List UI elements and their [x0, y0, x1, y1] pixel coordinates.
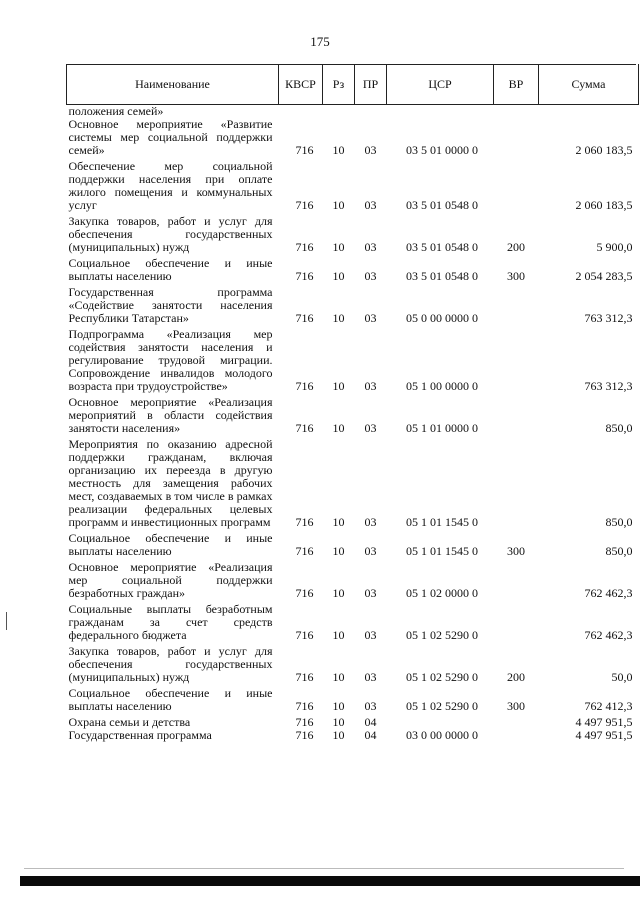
cell-sum: 2 060 183,5 — [575, 198, 633, 212]
budget-table — [66, 64, 639, 742]
cell-rz: 10 — [332, 379, 345, 393]
cell-kvsr: 716 — [295, 379, 314, 393]
cell-vr: 300 — [507, 269, 525, 283]
cell-sum: 850,0 — [605, 515, 633, 529]
cell-pr: 04 — [364, 715, 377, 729]
cell-sum: 762 462,3 — [584, 628, 633, 642]
cell-csr — [387, 105, 494, 119]
header-vr: ВР — [494, 64, 539, 105]
table-row — [67, 729, 639, 742]
cell-csr: 03 0 00 0000 0 — [406, 728, 478, 742]
table-row — [67, 215, 639, 257]
cell-vr: 200 — [507, 240, 525, 254]
cell-name: Закупка товаров, работ и услуг для обеспечения государственных (муниципальных) нужд — [68, 214, 273, 254]
cell-vr: 300 — [507, 699, 525, 713]
cell-name: Подпрограмма «Реализация мер содействия занятости населения и регулирование трудовой миграции. Сопровождение инвалидов молодого возраста при трудоустройстве» — [68, 327, 273, 393]
cell-name: Охрана семьи и детства — [68, 715, 191, 729]
header-sum: Сумма — [539, 64, 639, 105]
cell-kvsr: 716 — [295, 699, 314, 713]
table-row — [67, 160, 639, 215]
cell-rz: 10 — [332, 670, 345, 684]
cell-kvsr: 716 — [295, 198, 314, 212]
cell-rz: 10 — [332, 143, 345, 157]
cell-sum: 4 497 951,5 — [575, 728, 633, 742]
cell-sum: 762 412,3 — [584, 699, 633, 713]
cell-pr: 03 — [364, 379, 377, 393]
table-row — [67, 603, 639, 645]
cell-kvsr: 716 — [295, 143, 314, 157]
cell-csr: 03 5 01 0000 0 — [406, 143, 478, 157]
cell-sum: 2 054 283,5 — [575, 269, 633, 283]
cell-rz: 10 — [332, 728, 345, 742]
cell-vr: 300 — [507, 544, 525, 558]
cell-rz: 10 — [332, 515, 345, 529]
cell-vr — [494, 396, 539, 438]
cell-rz: 10 — [332, 269, 345, 283]
cell-csr: 05 1 02 5290 0 — [406, 699, 478, 713]
cell-name: Государственная программа «Содействие занятости населения Республики Татарстан» — [68, 285, 273, 325]
cell-name: Основное мероприятие «Реализация мероприятий в области содействия занятости населения» — [68, 395, 273, 435]
cell-vr — [494, 105, 539, 119]
cell-sum: 763 312,3 — [584, 311, 633, 325]
cell-pr: 03 — [364, 240, 377, 254]
cell-name: Социальное обеспечение и иные выплаты населению — [68, 686, 273, 713]
cell-vr: 200 — [507, 670, 525, 684]
cell-csr: 05 1 02 0000 0 — [406, 586, 478, 600]
cell-sum: 5 900,0 — [596, 240, 633, 254]
header-rz: Рз — [323, 64, 355, 105]
header-row — [67, 64, 639, 105]
table-row — [67, 645, 639, 687]
cell-vr — [494, 328, 539, 396]
table-row — [67, 257, 639, 286]
cell-rz: 10 — [332, 715, 345, 729]
cell-sum: 2 060 183,5 — [575, 143, 633, 157]
table-body — [67, 105, 639, 743]
cell-csr: 05 1 02 5290 0 — [406, 670, 478, 684]
table-row — [67, 532, 639, 561]
cell-pr: 03 — [364, 311, 377, 325]
header-pr: ПР — [355, 64, 387, 105]
cell-pr: 03 — [364, 198, 377, 212]
cell-vr — [494, 286, 539, 328]
scan-artifact-line — [24, 868, 624, 869]
cell-vr — [494, 603, 539, 645]
cell-sum: 50,0 — [611, 670, 633, 684]
cell-name: Государственная программа — [68, 728, 212, 742]
cell-csr: 05 0 00 0000 0 — [406, 311, 478, 325]
cell-name: Социальное обеспечение и иные выплаты населению — [68, 531, 273, 558]
scan-artifact-band — [20, 876, 640, 886]
cell-csr: 03 5 01 0548 0 — [406, 240, 478, 254]
cell-rz: 10 — [332, 240, 345, 254]
cell-csr: 05 1 01 0000 0 — [406, 421, 478, 435]
page-number: 175 — [310, 34, 330, 49]
cell-vr — [494, 561, 539, 603]
cell-pr — [355, 105, 387, 119]
header-csr: ЦСР — [387, 64, 494, 105]
cell-csr: 03 5 01 0548 0 — [406, 198, 478, 212]
cell-pr: 03 — [364, 544, 377, 558]
cell-kvsr: 716 — [295, 715, 314, 729]
cell-rz: 10 — [332, 311, 345, 325]
cell-vr — [494, 716, 539, 729]
cell-pr: 03 — [364, 515, 377, 529]
cell-kvsr: 716 — [295, 670, 314, 684]
cell-pr: 03 — [364, 670, 377, 684]
cell-kvsr: 716 — [295, 311, 314, 325]
cell-name: Обеспечение мер социальной поддержки населения при оплате жилого помещения и коммунальных услуг — [68, 159, 273, 212]
cell-rz: 10 — [332, 699, 345, 713]
cell-kvsr: 716 — [295, 269, 314, 283]
cell-kvsr: 716 — [295, 421, 314, 435]
cell-name: Основное мероприятие «Развитие системы мер социальной поддержки семей» — [68, 117, 273, 157]
cell-kvsr: 716 — [295, 728, 314, 742]
table-row — [67, 328, 639, 396]
cell-kvsr: 716 — [295, 515, 314, 529]
cell-sum — [539, 105, 639, 119]
cell-sum: 850,0 — [605, 421, 633, 435]
table-row — [67, 286, 639, 328]
cell-rz: 10 — [332, 586, 345, 600]
cell-rz: 10 — [332, 421, 345, 435]
cell-kvsr — [279, 105, 323, 119]
table-row — [67, 105, 639, 119]
table-row — [67, 561, 639, 603]
cell-sum: 850,0 — [605, 544, 633, 558]
cell-sum: 4 497 951,5 — [575, 715, 633, 729]
cell-kvsr: 716 — [295, 240, 314, 254]
cell-kvsr: 716 — [295, 628, 314, 642]
header-name: Наименование — [67, 64, 279, 105]
cell-kvsr: 716 — [295, 586, 314, 600]
cell-pr: 03 — [364, 586, 377, 600]
table-row — [67, 687, 639, 716]
table-row — [67, 118, 639, 160]
cell-name: Социальные выплаты безработным гражданам за счет средств федерального бюджета — [68, 602, 273, 642]
cell-sum: 763 312,3 — [584, 379, 633, 393]
cell-csr: 03 5 01 0548 0 — [406, 269, 478, 283]
cell-rz: 10 — [332, 628, 345, 642]
cell-vr — [494, 160, 539, 215]
cell-name: Социальное обеспечение и иные выплаты населению — [68, 256, 273, 283]
table-header — [67, 64, 639, 105]
cell-name: Основное мероприятие «Реализация мер социальной поддержки безработных граждан» — [68, 560, 273, 600]
cell-csr: 05 1 00 0000 0 — [406, 379, 478, 393]
cell-pr: 03 — [364, 143, 377, 157]
cell-csr: 05 1 01 1545 0 — [406, 515, 478, 529]
cell-vr — [494, 438, 539, 532]
table-row — [67, 438, 639, 532]
cell-pr: 03 — [364, 269, 377, 283]
cell-csr: 05 1 02 5290 0 — [406, 628, 478, 642]
cell-rz — [323, 105, 355, 119]
cell-pr: 04 — [364, 728, 377, 742]
cell-name: Мероприятия по оказанию адресной поддержки гражданам, включая организацию их переезда в другую местность для замещения рабочих мест, создаваемых в том числе в рамках реализации федеральных целевых программ и инвестиционных программ — [68, 437, 273, 529]
cell-vr — [494, 118, 539, 160]
cell-kvsr: 716 — [295, 544, 314, 558]
cell-csr: 05 1 01 1545 0 — [406, 544, 478, 558]
cell-name: положения семей» — [68, 104, 164, 118]
cell-sum: 762 462,3 — [584, 586, 633, 600]
cell-pr: 03 — [364, 628, 377, 642]
cell-name: Закупка товаров, работ и услуг для обеспечения государственных (муниципальных) нужд — [68, 644, 273, 684]
cell-pr: 03 — [364, 699, 377, 713]
scan-margin-mark — [6, 612, 7, 630]
cell-vr — [494, 729, 539, 742]
cell-pr: 03 — [364, 421, 377, 435]
table-row — [67, 396, 639, 438]
cell-rz: 10 — [332, 198, 345, 212]
header-kvsr: КВСР — [279, 64, 323, 105]
cell-rz: 10 — [332, 544, 345, 558]
